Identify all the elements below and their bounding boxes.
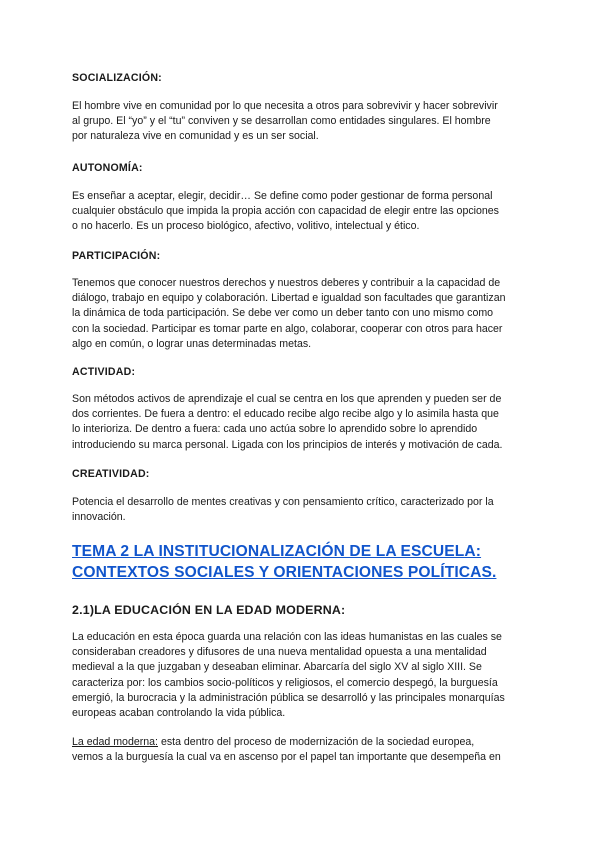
- section-heading-creatividad: CREATIVIDAD:: [72, 468, 150, 480]
- section-paragraph-socializacion: [72, 99, 532, 145]
- paragraph-line: medieval a la que juzgaban y deseaban eliminar. Abarcaría del siglo XV al siglo XIII. Se: [72, 661, 482, 674]
- paragraph-line: El hombre vive en comunidad por lo que necesita a otros para sobrevivir y hacer sobrevivir: [72, 100, 498, 112]
- section-paragraph-autonomia: [72, 189, 532, 235]
- paragraph-line: europeas acaban controlando la vida pública.: [72, 707, 286, 720]
- paragraph-line: por naturaleza vive en comunidad y es un ser social.: [72, 130, 319, 143]
- section-paragraph-creatividad: [72, 495, 532, 525]
- paragraph-line: vemos a la burguesía la cual va en ascenso por el papel tan importante que desempeña en: [72, 751, 501, 764]
- paragraph-line: consideraban creadores y difusores de una nueva mentalidad opuesta a una mentalidad: [72, 646, 487, 659]
- paragraph-line: lo interioriza. De dentro a fuera: cada uno actúa sobre lo aprendido sobre lo aprendido: [72, 423, 478, 436]
- paragraph-line: La educación en esta época guarda una relación con las ideas humanistas en las cuales se: [72, 631, 502, 643]
- paragraph-line: caracteriza por: los cambios socio-políticos y religiosos, el comercio despegó, la burguesía: [72, 676, 498, 689]
- paragraph-line: Es enseñar a aceptar, elegir, decidir… Se define como poder gestionar de forma personal: [72, 190, 493, 202]
- paragraph-line: al grupo. El “yo” y el “tu” conviven y se desarrollan como entidades singulares. El hombre: [72, 115, 491, 128]
- paragraph-line: innovación.: [72, 511, 126, 524]
- section-heading-socializacion: SOCIALIZACIÓN:: [72, 72, 162, 84]
- section-paragraph-actividad: [72, 392, 532, 453]
- paragraph-line: Potencia el desarrollo de mentes creativas y con pensamiento crítico, caracterizado por la: [72, 496, 494, 508]
- paragraph-line: introduciendo su marca personal. Ligada con los principios de interés y motivación de cada.: [72, 438, 503, 451]
- section-paragraph-participacion: [72, 276, 532, 352]
- subsection-paragraph-1: [72, 630, 532, 721]
- chapter-title: [72, 542, 542, 583]
- paragraph-line: Son métodos activos de aprendizaje el cual se centra en los que aprenden y pueden ser de: [72, 393, 502, 405]
- paragraph-text: esta dentro del proceso de modernización de la sociedad europea,: [158, 736, 475, 748]
- section-heading-autonomia: AUTONOMÍA:: [72, 162, 143, 174]
- chapter-title-line: CONTEXTOS SOCIALES Y ORIENTACIONES POLÍTICAS.: [72, 563, 497, 581]
- paragraph-line: emergió, la burocracia y la administración pública se desarrolló y las principales monarquías: [72, 691, 505, 704]
- subsection-paragraph-2: [72, 735, 532, 765]
- paragraph-line: dos corrientes. De fuera a dentro: el educado recibe algo recibe algo y lo asimila hasta que: [72, 408, 499, 421]
- paragraph-line: cualquier obstáculo que impida la propia acción con capacidad de elegir entre las opciones: [72, 205, 499, 218]
- paragraph-line: Tenemos que conocer nuestros derechos y nuestros deberes y contribuir a la capacidad de: [72, 277, 501, 289]
- underlined-term: La edad moderna:: [72, 736, 158, 748]
- paragraph-line: diálogo, trabajo en equipo y colaboración. Libertad e igualdad son facultades que garantizan: [72, 292, 506, 305]
- subsection-heading: 2.1)LA EDUCACIÓN EN LA EDAD MODERNA:: [72, 603, 346, 617]
- chapter-title-line: TEMA 2 LA INSTITUCIONALIZACIÓN DE LA ESCUELA:: [72, 543, 482, 560]
- section-heading-actividad: ACTIVIDAD:: [72, 366, 136, 378]
- paragraph-line: la dinámica de toda participación. Se debe ver como un deber tanto con uno mismo como: [72, 307, 494, 320]
- paragraph-line: o no hacerlo. Es un proceso biológico, afectivo, volitivo, intelectual y ético.: [72, 220, 420, 233]
- paragraph-line: con la sociedad. Participar es tomar parte en algo, colaborar, cooperar con otros para hacer: [72, 322, 503, 335]
- section-heading-participacion: PARTICIPACIÓN:: [72, 250, 161, 262]
- paragraph-line: [72, 735, 532, 750]
- paragraph-line: algo en común, o lograr unas determinadas metas.: [72, 337, 312, 350]
